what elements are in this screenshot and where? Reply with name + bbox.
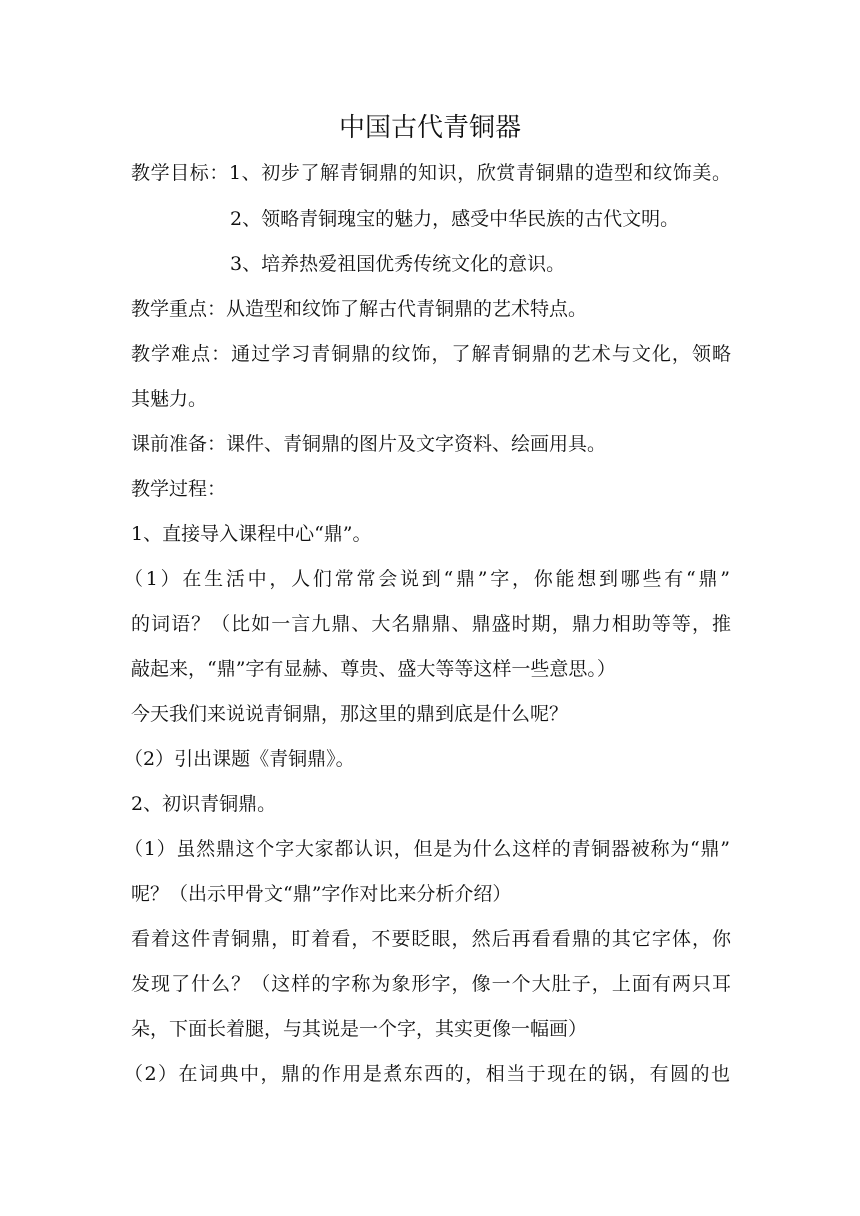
paragraph-4-line-2: 呢？（出示甲骨文“鼎”字作对比来分析介绍） — [131, 883, 512, 905]
teaching-goal-1: 教学目标：1、初步了解青铜鼎的知识，欣赏青铜鼎的造型和纹饰美。 — [131, 162, 731, 184]
paragraph-5-line-1: 看着这件青铜鼎，盯着看，不要眨眼，然后再看看鼎的其它字体，你 — [131, 928, 731, 950]
teaching-focus: 教学重点：从造型和纹饰了解古代青铜鼎的艺术特点。 — [131, 298, 588, 320]
step-1-heading: 1、直接导入课程中心“鼎”。 — [131, 523, 372, 545]
teaching-goal-2: 2、领略青铜瑰宝的魅力，感受中华民族的古代文明。 — [230, 208, 680, 230]
preparation: 课前准备：课件、青铜鼎的图片及文字资料、绘画用具。 — [131, 433, 607, 455]
teaching-process-heading: 教学过程： — [131, 478, 227, 500]
paragraph-1-line-1: （1）在生活中，人们常常会说到“鼎”字，你能想到哪些有“鼎” — [124, 568, 730, 590]
teaching-goal-3: 3、培养热爱祖国优秀传统文化的意识。 — [230, 253, 566, 275]
document-title: 中国古代青铜器 — [338, 113, 521, 143]
paragraph-5-line-2: 发现了什么？（这样的字称为象形字，像一个大肚子，上面有两只耳 — [131, 973, 731, 995]
paragraph-2: 今天我们来说说青铜鼎，那这里的鼎到底是什么呢？ — [131, 703, 569, 725]
paragraph-4-line-1: （1）虽然鼎这个字大家都认识，但是为什么这样的青铜器被称为“鼎” — [124, 838, 730, 860]
teaching-difficulty-line-1: 教学难点：通过学习青铜鼎的纹饰，了解青铜鼎的艺术与文化，领略 — [131, 343, 731, 365]
paragraph-1-line-3: 敲起来，“鼎”字有显赫、尊贵、盛大等等这样一些意思。） — [131, 658, 616, 680]
teaching-difficulty-line-2: 其魅力。 — [131, 388, 208, 410]
paragraph-1-line-2: 的词语？（比如一言九鼎、大名鼎鼎、鼎盛时期，鼎力相助等等，推 — [131, 613, 731, 635]
paragraph-6-line-1: （2）在词典中，鼎的作用是煮东西的，相当于现在的锅，有圆的也 — [124, 1063, 730, 1085]
paragraph-3: （2）引出课题《青铜鼎》。 — [124, 748, 355, 770]
paragraph-5-line-3: 朵，下面长着腿，与其说是一个字，其实更像一幅画） — [131, 1018, 588, 1040]
step-2-heading: 2、初识青铜鼎。 — [131, 793, 277, 815]
